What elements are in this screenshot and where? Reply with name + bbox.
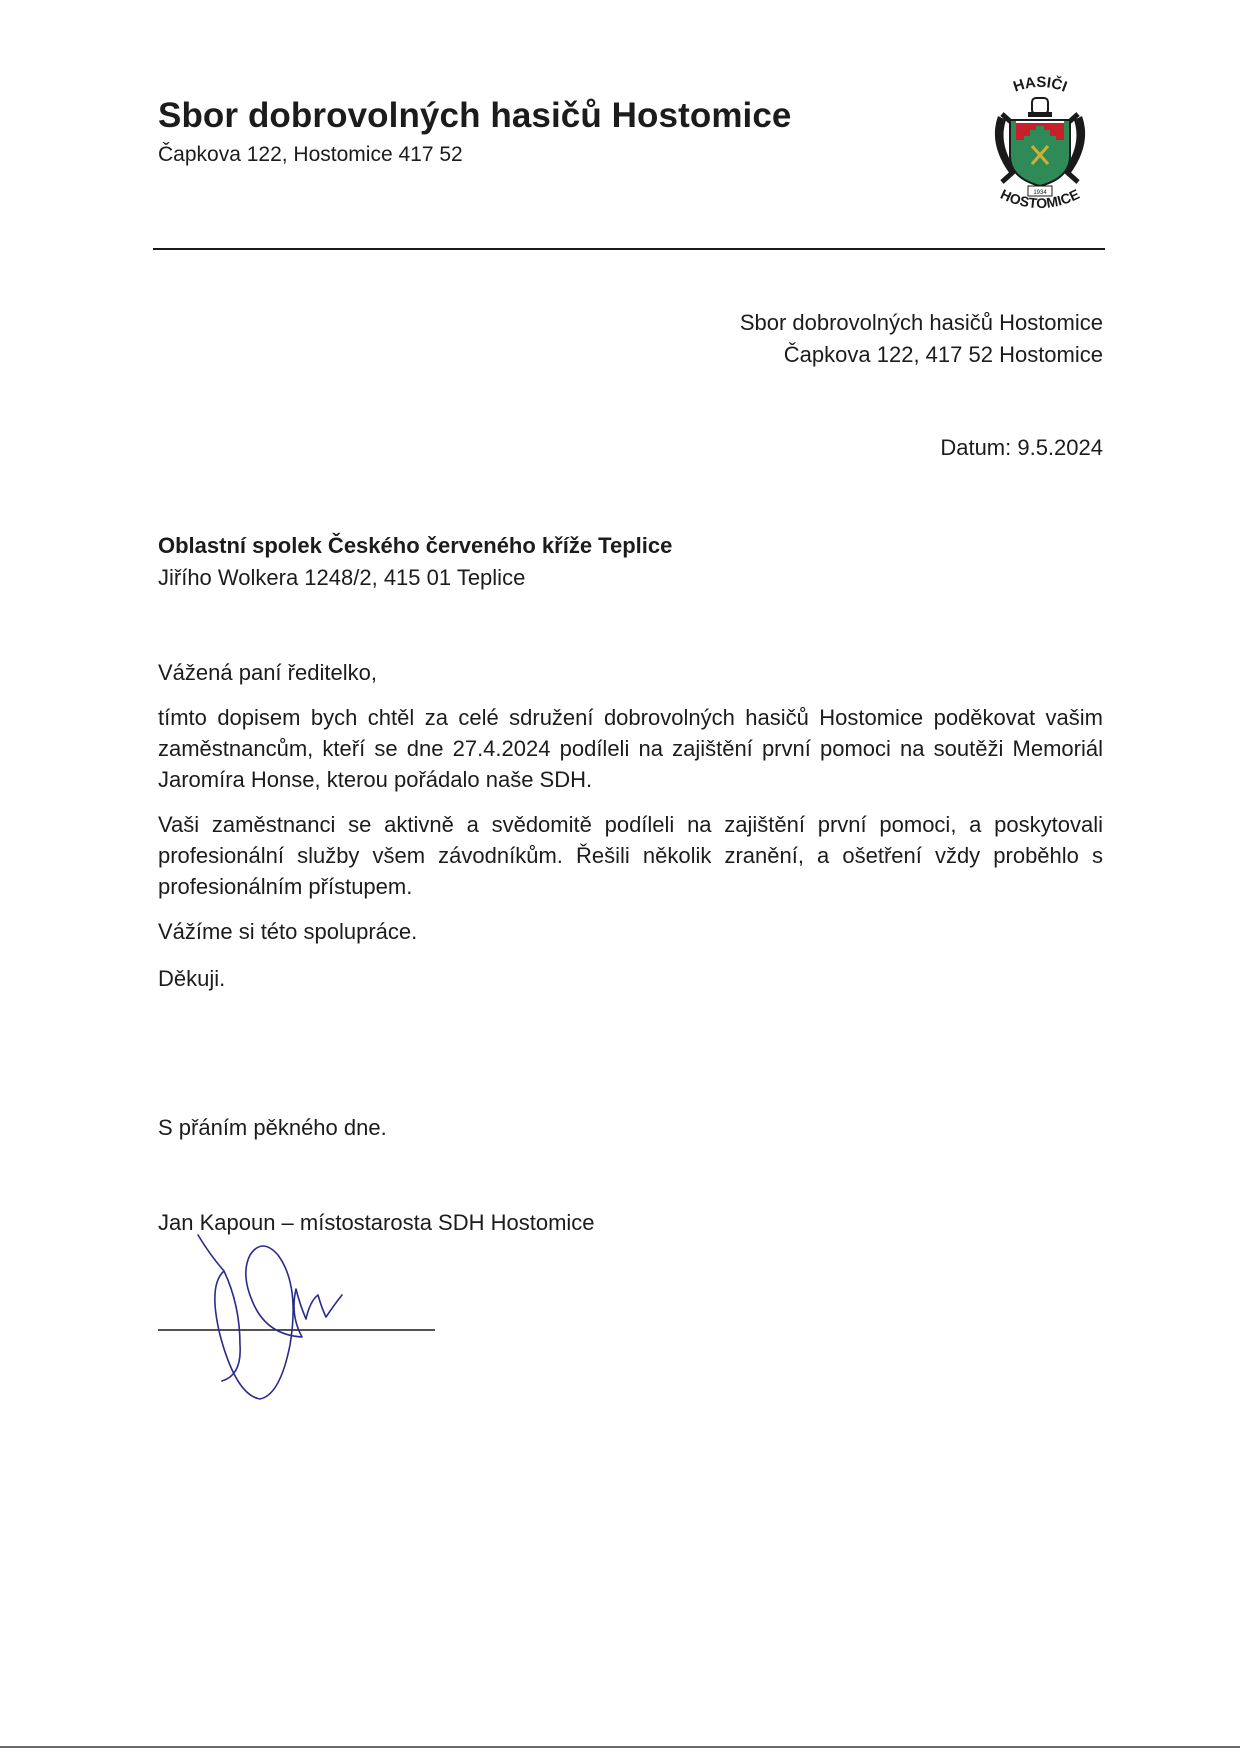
signer-name: Jan Kapoun – místostarosta SDH Hostomice: [158, 1210, 595, 1235]
body-paragraph-1: tímto dopisem bych chtěl za celé sdružení dobrovolných hasičů Hostomice poděkovat vašim zaměstnancům, kteří se dne 27.4.2024 podíleli na zajištění první pomoci na soutěži Memoriál Jaromíra Honse, kterou pořádalo naše SDH.: [158, 705, 1103, 792]
letterhead-org-name: Sbor dobrovolných hasičů Hostomice: [158, 96, 792, 135]
logo-year: 1934: [1033, 190, 1047, 196]
body-paragraph-2: Vaši zaměstnanci se aktivně a svědomitě podíleli na zajištění první pomoci, a poskytovali profesionální služby všem závodníkům. Řešili několik zranění, a ošetření vždy proběhlo s profesionálním přístupem.: [158, 812, 1103, 899]
recipient-address-block: [158, 530, 672, 594]
sender-line-2: Čapkova 122, 417 52 Hostomice: [783, 342, 1103, 367]
fire-brigade-logo: [980, 74, 1100, 222]
recipient-address: Jiřího Wolkera 1248/2, 415 01 Teplice: [158, 565, 526, 590]
letter-body: [158, 657, 1103, 1010]
body-line-appreciation: Vážíme si této spolupráce.: [158, 919, 418, 944]
body-line-thanks: Děkuji.: [158, 966, 226, 991]
letter-date: Datum: 9.5.2024: [940, 435, 1103, 460]
logo-bottom-text: HOSTOMICE: [998, 185, 1082, 212]
header-divider: [153, 248, 1105, 250]
closing-line: S přáním pěkného dne.: [158, 1115, 387, 1140]
handwritten-signature: [150, 1225, 450, 1405]
recipient-name: Oblastní spolek Českého červeného kříže Teplice: [158, 533, 673, 558]
logo-top-text: HASIČI: [1011, 74, 1070, 96]
salutation: Vážená paní ředitelko,: [158, 660, 377, 685]
svg-text:HASIČI: [1011, 74, 1069, 96]
letterhead-org-address: Čapkova 122, Hostomice 417 52: [158, 143, 463, 166]
sender-address-block: [740, 307, 1103, 371]
footer-edge-line: [0, 1746, 1240, 1748]
sender-line-1: Sbor dobrovolných hasičů Hostomice: [739, 310, 1103, 335]
